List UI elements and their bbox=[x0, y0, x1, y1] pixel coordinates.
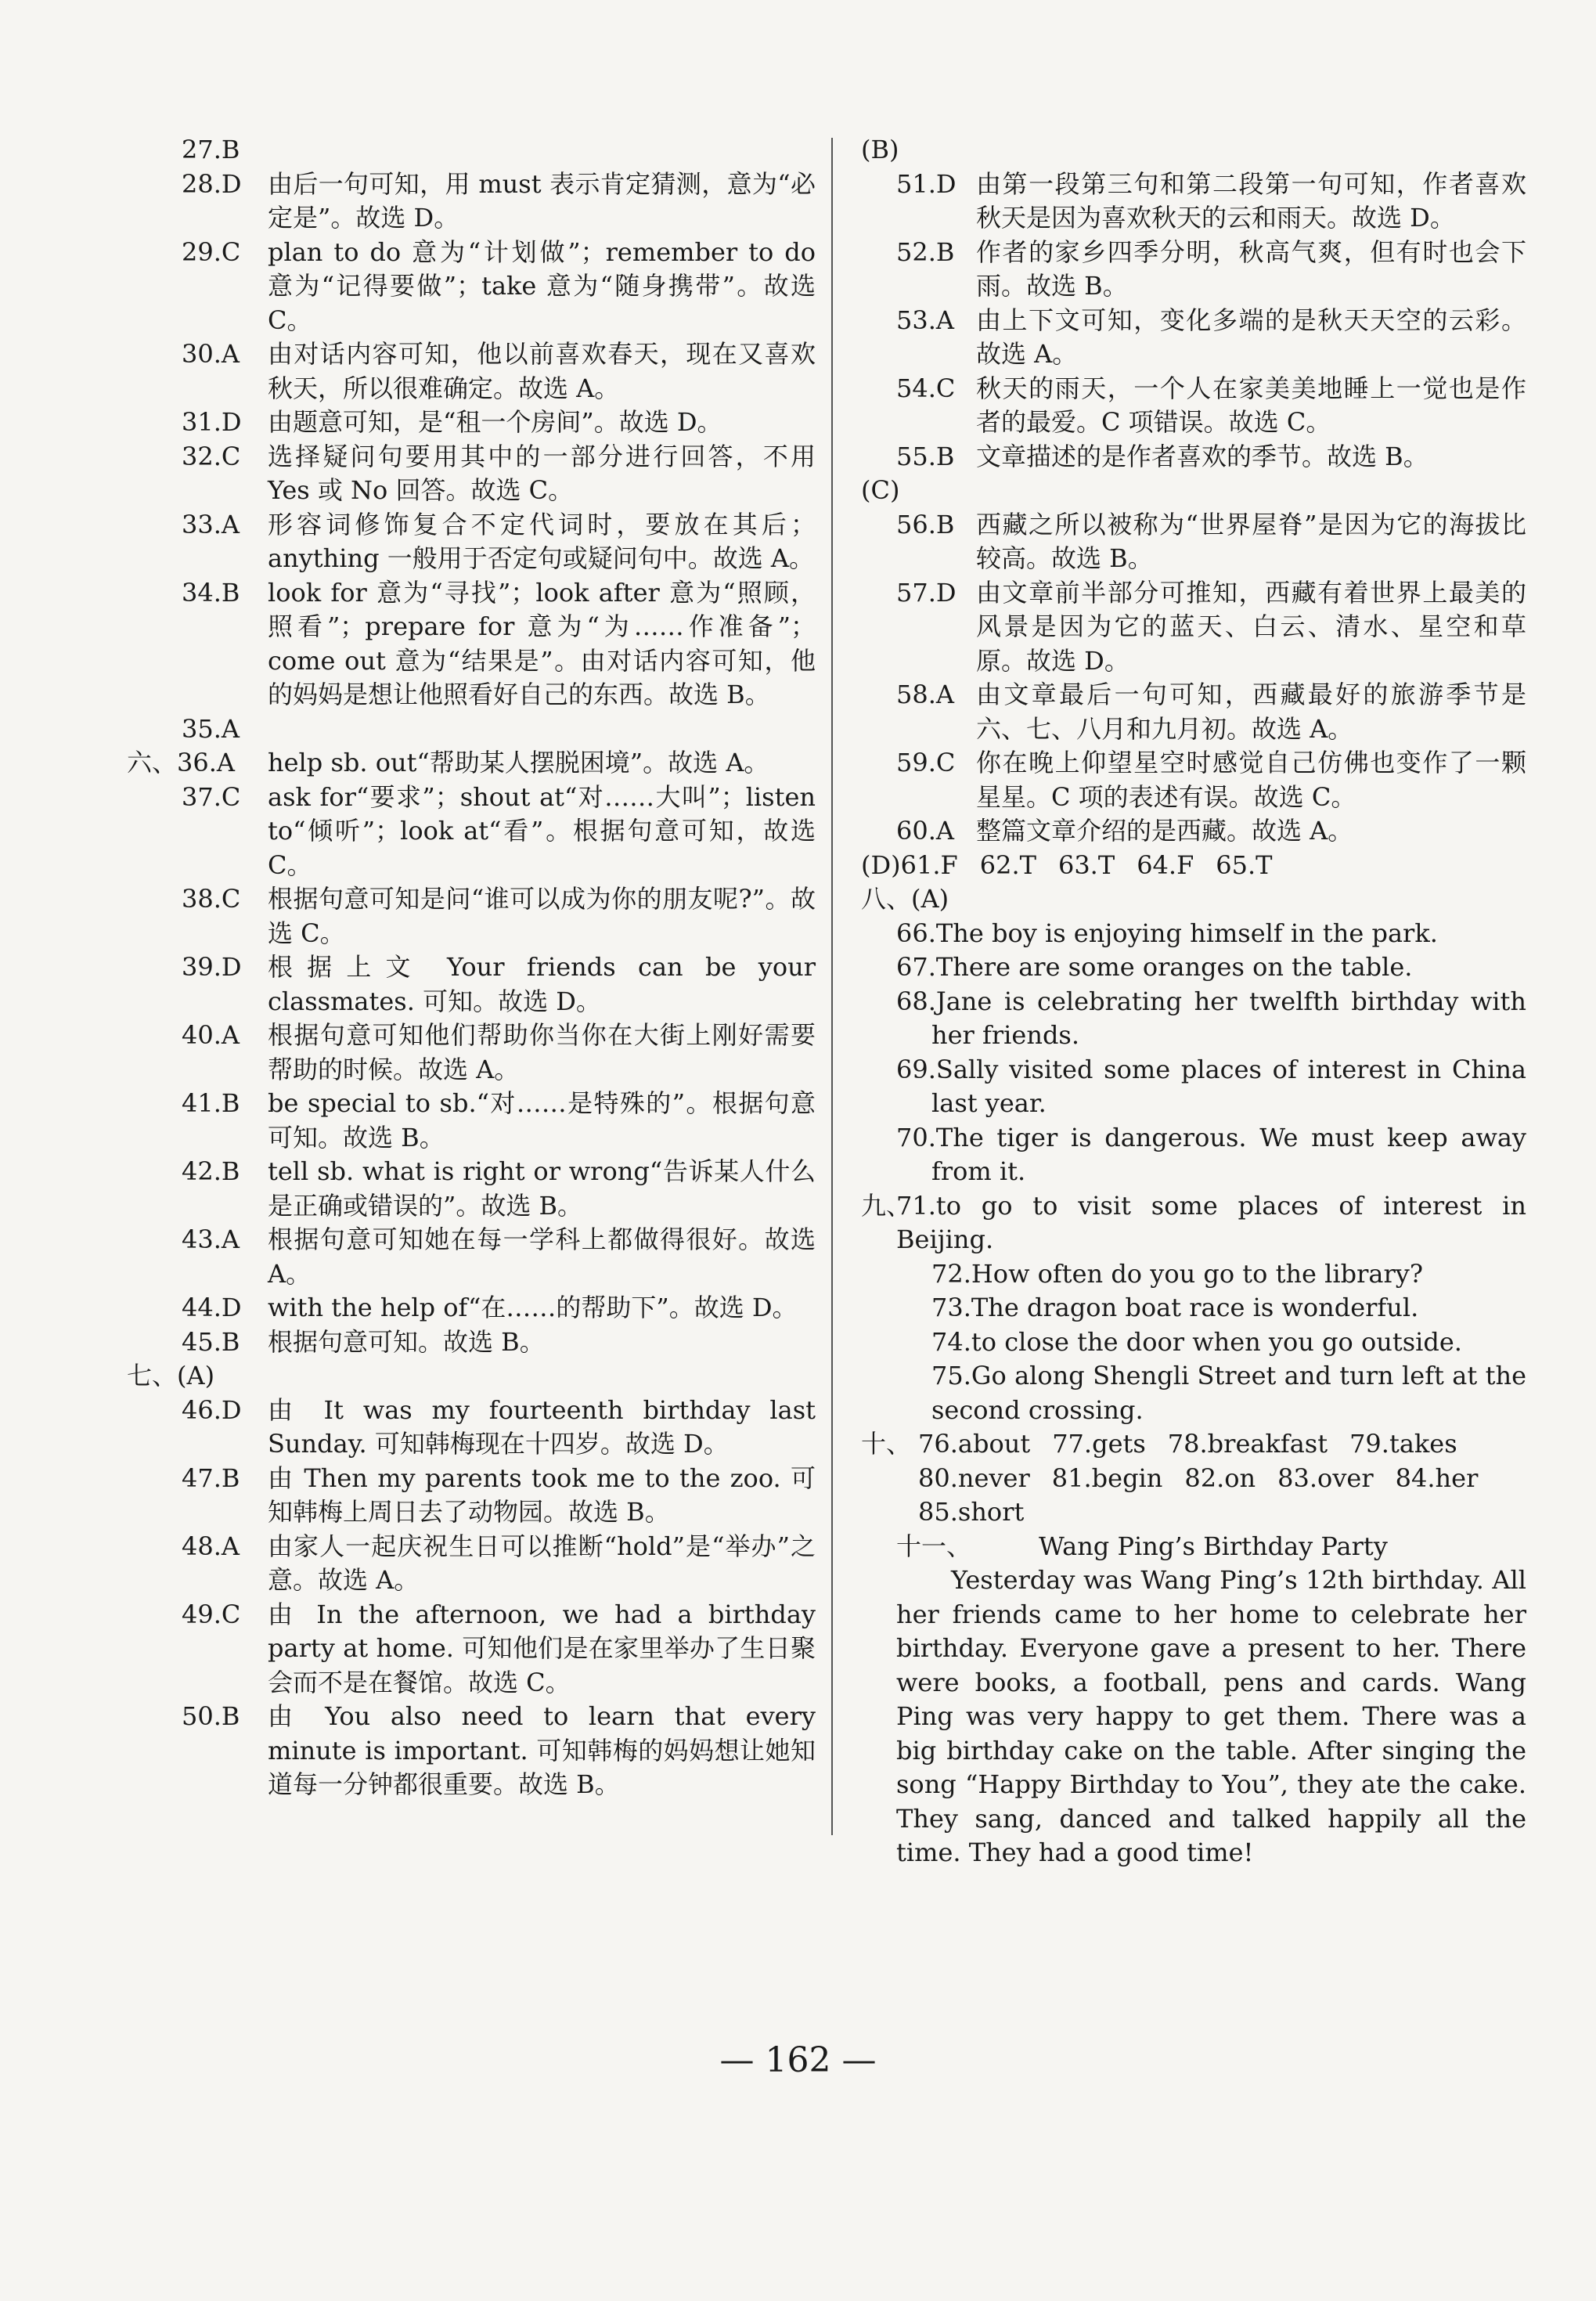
answer-item bbox=[861, 133, 1526, 168]
essay-body: Yesterday was Wang Ping’s 12th birthday. All her friends came to her home to celebrate her birthday. Everyone gave a present to her. There were books, a football, pens and cards. Wang Ping was very happy to get them. There was a big birthday cake on the table. After singing the song “Happy Birthday to You”, they ate the cake. They sang, danced and talked happily all the time. They had a good time! bbox=[896, 1565, 1526, 1867]
answer-number: 35.A bbox=[182, 713, 240, 744]
answer-explanation: 根据句意可知她在每一学科上都做得很好。故选 A。 bbox=[268, 1224, 816, 1289]
answer-number: 59.C bbox=[896, 748, 956, 777]
answer-item bbox=[861, 440, 1526, 474]
section-d-answers bbox=[861, 849, 1526, 883]
answer-number: 57.D bbox=[896, 577, 957, 608]
answer-number: 34.B bbox=[182, 577, 240, 608]
answer-number: 37.C bbox=[182, 781, 241, 812]
sentence-answer bbox=[861, 1189, 1526, 1257]
answer-item bbox=[861, 304, 1526, 372]
answer-explanation: 由文章最后一句可知，西藏最好的旅游季节是六、七、八月和九月初。故选 A。 bbox=[976, 680, 1526, 744]
answer-number: 46.D bbox=[182, 1394, 242, 1425]
answer-explanation: 根据句意可知是问“谁可以成为你的朋友呢?”。故选 C。 bbox=[268, 884, 816, 948]
tf-answer: (D)61.F bbox=[861, 849, 958, 880]
answer-item bbox=[127, 1394, 816, 1462]
answer-item bbox=[127, 1223, 816, 1291]
word-answer: 84.her bbox=[1395, 1462, 1479, 1493]
answer-number: 54.C bbox=[896, 373, 956, 403]
word-answer: 78.breakfast bbox=[1167, 1429, 1328, 1459]
answer-item bbox=[127, 133, 816, 168]
answer-explanation: 根据句意可知他们帮助你当你在大街上刚好需要帮助的时候。故选 A。 bbox=[268, 1020, 816, 1084]
answer-item bbox=[127, 1530, 816, 1598]
section-label bbox=[861, 1462, 896, 1496]
answer-explanation: 由上下文可知，变化多端的是秋天天空的云彩。故选 A。 bbox=[976, 305, 1526, 369]
answer-number: 28.D bbox=[182, 168, 242, 199]
answer-item bbox=[127, 882, 816, 950]
answer-number: 44.D bbox=[182, 1293, 242, 1322]
sentence-answer bbox=[861, 1359, 1526, 1427]
answer-explanation: tell sb. what is right or wrong“告诉某人什么是正确或错误的”。故选 B。 bbox=[268, 1156, 816, 1221]
answer-explanation: plan to do 意为“计划做”；remember to do 意为“记得要做”；take 意为“随身携带”。故选 C。 bbox=[268, 236, 816, 335]
word-answer-row bbox=[861, 1462, 1526, 1496]
answer-number: 40.A bbox=[182, 1020, 240, 1050]
word-answer-row bbox=[861, 1427, 1526, 1462]
answer-number: 49.C bbox=[182, 1599, 241, 1629]
sentence-answer bbox=[861, 1325, 1526, 1360]
answer-explanation: look for 意为“寻找”；look after 意为“照顾，照看”；prepare for 意为“为……作准备”；come out 意为“结果是”。由对话内容可知，他的妈妈是想让他照看好自己的东西。故选 B。 bbox=[268, 577, 816, 709]
answer-number: 48.A bbox=[182, 1531, 240, 1561]
sentence-answer: 67.There are some oranges on the table. bbox=[896, 952, 1413, 982]
answer-explanation: 由 Then my parents took me to the zoo. 可知韩梅上周日去了动物园。故选 B。 bbox=[268, 1462, 816, 1527]
answer-number: 55.B bbox=[896, 441, 955, 471]
answer-item bbox=[127, 406, 816, 440]
answer-explanation: 根据上文 Your friends can be your classmates. 可知。故选 D。 bbox=[268, 952, 816, 1016]
answer-item bbox=[861, 168, 1526, 236]
answer-item bbox=[127, 746, 816, 781]
sentence-text: 72.How often do you go to the library? bbox=[931, 1258, 1424, 1289]
sentence-text: 74.to close the door when you go outside. bbox=[931, 1326, 1462, 1357]
answer-item bbox=[127, 236, 816, 338]
page-number: — 162 — bbox=[719, 2040, 877, 2080]
answer-number: 41.B bbox=[182, 1088, 240, 1118]
word-answer: 81.begin bbox=[1051, 1462, 1163, 1493]
sentence-text: 71.to go to visit some places of interest in Beijing. bbox=[896, 1190, 1526, 1254]
answer-item bbox=[127, 1019, 816, 1087]
answer-item bbox=[861, 746, 1526, 814]
answer-number: 60.A bbox=[896, 816, 954, 846]
answer-item bbox=[127, 576, 816, 712]
sentence-answer: 69.Sally visited some places of interest in China last year. bbox=[896, 1054, 1526, 1118]
sentence-text: 75.Go along Shengli Street and turn left at the second crossing. bbox=[931, 1361, 1526, 1425]
word-answer: 76.about bbox=[918, 1429, 1031, 1459]
sentence-text: 73.The dragon boat race is wonderful. bbox=[931, 1293, 1419, 1322]
section-10-list bbox=[861, 1427, 1526, 1530]
answer-explanation: 由后一句可知，用 must 表示肯定猜测，意为“必定是”。故选 D。 bbox=[268, 168, 816, 233]
answer-number: 38.C bbox=[182, 884, 241, 914]
answer-number: 51.D bbox=[896, 168, 957, 199]
answer-number: 29.C bbox=[182, 236, 241, 267]
section-8-heading: 八、(A) bbox=[861, 884, 949, 914]
tf-answer: 64.F bbox=[1137, 849, 1194, 880]
answer-item bbox=[127, 508, 816, 576]
answer-explanation: 秋天的雨天，一个人在家美美地睡上一觉也是作者的最爱。C 项错误。故选 C。 bbox=[976, 373, 1526, 437]
answer-number: 47.B bbox=[182, 1462, 240, 1493]
answer-explanation: help sb. out“帮助某人摆脱困境”。故选 A。 bbox=[268, 748, 769, 777]
answer-item bbox=[861, 372, 1526, 440]
word-answer: 79.takes bbox=[1349, 1429, 1457, 1459]
answer-number: (C) bbox=[861, 475, 900, 505]
answer-number: 53.A bbox=[896, 305, 954, 335]
answer-number: 52.B bbox=[896, 236, 955, 267]
answer-number: 43.A bbox=[182, 1224, 240, 1254]
answer-item bbox=[127, 440, 816, 508]
answer-explanation: 根据句意可知。故选 B。 bbox=[268, 1326, 545, 1357]
word-answer: 77.gets bbox=[1052, 1429, 1146, 1459]
answer-explanation: ask for“要求”；shout at“对……大叫”；listen to“倾听”；look at“看”。根据句意可知，故选 C。 bbox=[268, 781, 816, 880]
section-11-label: 十一、 bbox=[896, 1531, 972, 1561]
left-column bbox=[127, 133, 816, 1802]
answer-number: 45.B bbox=[182, 1326, 240, 1357]
answer-number: 58.A bbox=[896, 680, 954, 709]
answer-explanation: 由 In the afternoon, we had a birthday party at home. 可知他们是在家里举办了生日聚会而不是在餐馆。故选 C。 bbox=[268, 1599, 816, 1697]
answer-number: 42.B bbox=[182, 1156, 240, 1186]
answer-item bbox=[861, 474, 1526, 508]
answer-explanation: 形容词修饰复合不定代词时，要放在其后；anything 一般用于否定句或疑问句中。故选 A。 bbox=[268, 509, 816, 573]
answer-item bbox=[861, 814, 1526, 849]
answer-number: 31.D bbox=[182, 407, 242, 437]
answer-explanation: 由第一段第三句和第二段第一句可知，作者喜欢秋天是因为喜欢秋天的云和雨天。故选 D。 bbox=[976, 168, 1526, 233]
answer-item bbox=[127, 1359, 816, 1394]
answer-number: 32.C bbox=[182, 441, 241, 471]
answer-item bbox=[127, 1462, 816, 1530]
section-label: 九、 bbox=[861, 1190, 912, 1221]
answer-explanation: 由对话内容可知，他以前喜欢春天，现在又喜欢秋天，所以很难确定。故选 A。 bbox=[268, 339, 816, 403]
sentence-answer: 68.Jane is celebrating her twelfth birthday with her friends. bbox=[896, 986, 1526, 1050]
section-label bbox=[861, 1495, 896, 1530]
sentence-answer bbox=[861, 1291, 1526, 1325]
answer-number: 39.D bbox=[182, 952, 242, 982]
section-8-list bbox=[861, 917, 1526, 1189]
reading-answers bbox=[861, 133, 1526, 849]
answer-explanation: 整篇文章介绍的是西藏。故选 A。 bbox=[976, 816, 1353, 846]
answer-number: (B) bbox=[861, 135, 899, 164]
word-answer: 85.short bbox=[918, 1497, 1025, 1527]
answer-item bbox=[127, 950, 816, 1019]
answer-number: 30.A bbox=[182, 339, 240, 369]
answer-explanation: 由题意可知，是“租一个房间”。故选 D。 bbox=[268, 407, 722, 437]
answer-item bbox=[127, 1325, 816, 1360]
tf-answer: 63.T bbox=[1057, 849, 1115, 880]
answer-number: 六、36.A bbox=[127, 748, 236, 777]
answer-explanation: 由 You also need to learn that every minute is important. 可知韩梅的妈妈想让她知道每一分钟都很重要。故选 B。 bbox=[268, 1701, 816, 1799]
column-divider bbox=[831, 138, 833, 1835]
section-label: 十、 bbox=[861, 1429, 912, 1459]
answer-explanation: 由文章前半部分可推知，西藏有着世界上最美的风景是因为它的蓝天、白云、清水、星空和草原。故选 D。 bbox=[976, 577, 1526, 676]
essay-heading bbox=[861, 1530, 1526, 1564]
answer-item bbox=[861, 236, 1526, 304]
answer-explanation: 文章描述的是作者喜欢的季节。故选 B。 bbox=[976, 441, 1428, 471]
answer-explanation: 西藏之所以被称为“世界屋脊”是因为它的海拔比较高。故选 B。 bbox=[976, 509, 1526, 573]
word-answer: 83.over bbox=[1277, 1462, 1374, 1493]
answer-number: 33.A bbox=[182, 509, 240, 539]
answer-explanation: 由 It was my fourteenth birthday last Sunday. 可知韩梅现在十四岁。故选 D。 bbox=[268, 1394, 816, 1459]
answer-item bbox=[127, 1700, 816, 1802]
answer-explanation: 选择疑问句要用其中的一部分进行回答，不用 Yes 或 No 回答。故选 C。 bbox=[268, 441, 816, 505]
answer-item bbox=[127, 337, 816, 406]
sentence-answer bbox=[861, 1257, 1526, 1292]
answer-item bbox=[861, 508, 1526, 576]
answer-number: 27.B bbox=[182, 135, 240, 164]
answer-explanation: 由家人一起庆祝生日可以推断“hold”是“举办”之意。故选 A。 bbox=[268, 1531, 816, 1595]
answer-item bbox=[127, 1087, 816, 1155]
answer-explanation: be special to sb.“对……是特殊的”。根据句意可知。故选 B。 bbox=[268, 1088, 816, 1152]
answer-number: 七、(A) bbox=[127, 1361, 215, 1390]
word-answer-row bbox=[861, 1495, 1526, 1530]
word-answer: 80.never bbox=[918, 1462, 1030, 1493]
answer-explanation: 作者的家乡四季分明，秋高气爽，但有时也会下雨。故选 B。 bbox=[976, 236, 1526, 301]
answer-item bbox=[127, 1291, 816, 1325]
answer-explanation: with the help of“在……的帮助下”。故选 D。 bbox=[268, 1293, 798, 1322]
answer-item bbox=[127, 781, 816, 883]
answer-item bbox=[127, 168, 816, 236]
answer-item bbox=[127, 712, 816, 747]
tf-answer: 65.T bbox=[1216, 849, 1273, 880]
answer-item bbox=[861, 576, 1526, 679]
answer-number: 56.B bbox=[896, 509, 955, 539]
answer-item bbox=[127, 1155, 816, 1223]
sentence-answer: 66.The boy is enjoying himself in the park. bbox=[896, 918, 1438, 948]
section-9-list bbox=[861, 1189, 1526, 1428]
tf-answer: 62.T bbox=[979, 849, 1036, 880]
answer-explanation: 你在晚上仰望星空时感觉自己仿佛也变作了一颗星星。C 项的表述有误。故选 C。 bbox=[976, 748, 1526, 812]
word-answer: 82.on bbox=[1184, 1462, 1256, 1493]
essay-title: Wang Ping’s Birthday Party bbox=[1039, 1531, 1388, 1561]
answer-item bbox=[861, 678, 1526, 746]
answer-item bbox=[127, 1598, 816, 1701]
sentence-answer: 70.The tiger is dangerous. We must keep away from it. bbox=[896, 1122, 1526, 1186]
answer-number: 50.B bbox=[182, 1701, 240, 1731]
right-column bbox=[861, 133, 1526, 1870]
